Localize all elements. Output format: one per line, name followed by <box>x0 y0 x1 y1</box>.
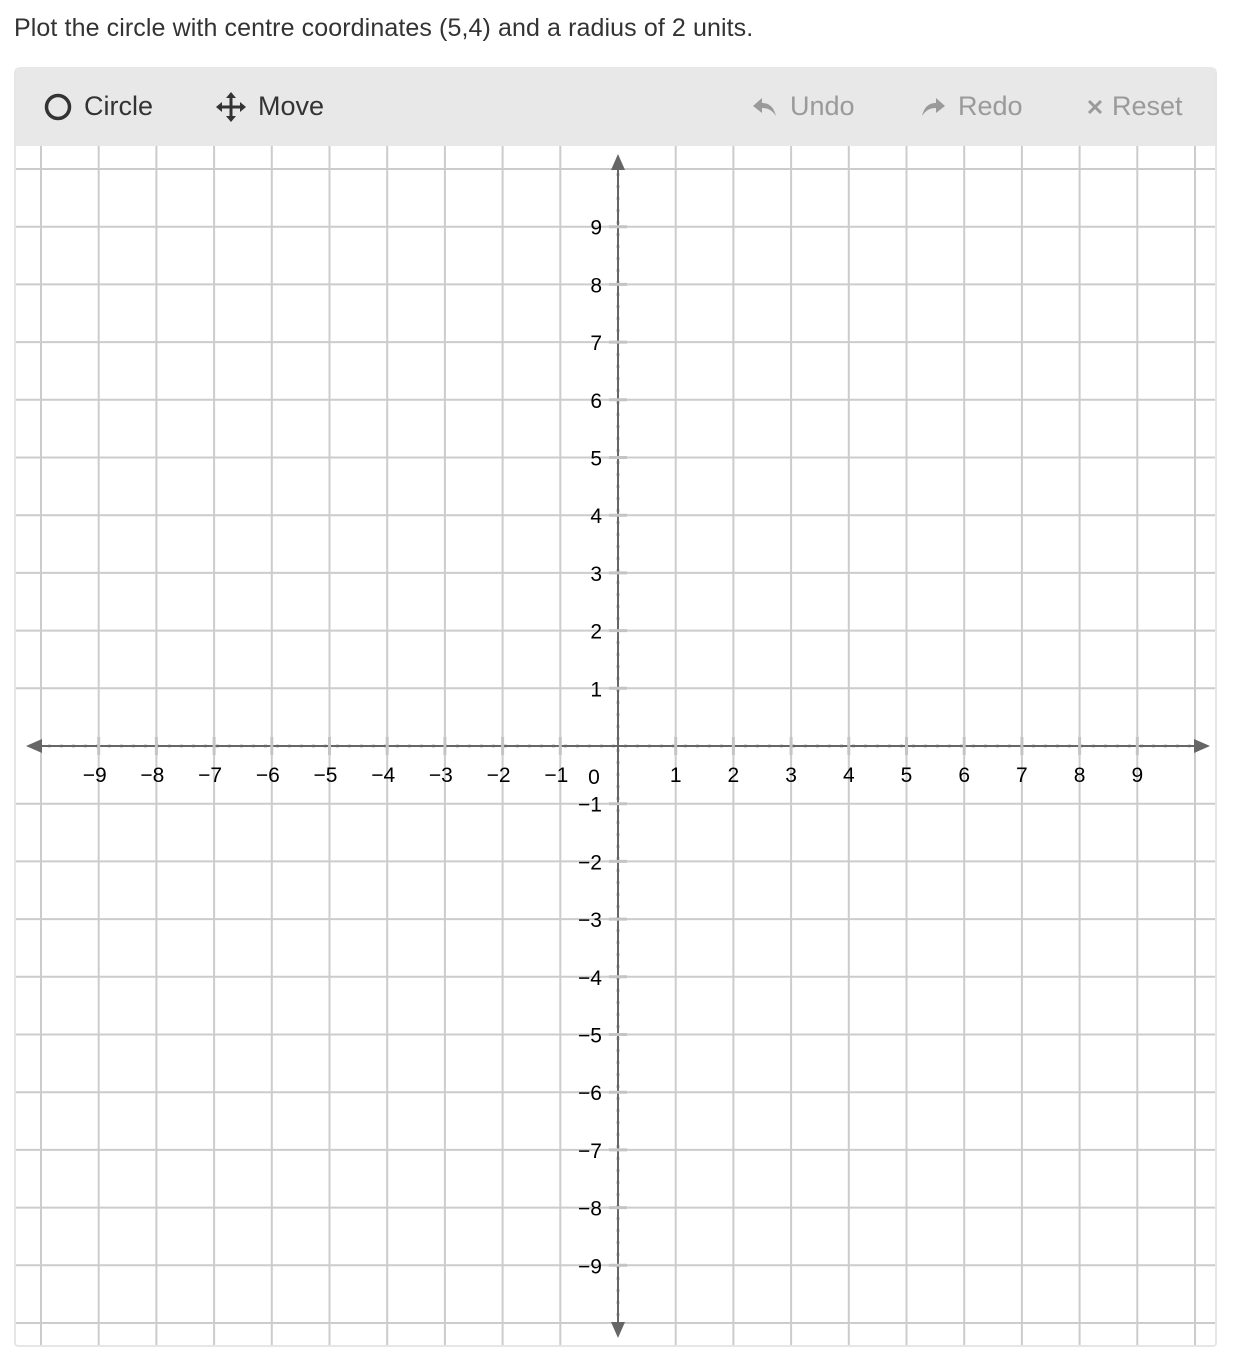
reset-button[interactable] <box>1086 67 1183 146</box>
origin-label: 0 <box>588 766 600 789</box>
y-tick-label: −7 <box>578 1139 602 1163</box>
reset-label: Reset <box>1112 91 1183 121</box>
x-tick-label: 3 <box>785 764 797 787</box>
y-tick-label: −5 <box>578 1024 602 1048</box>
x-tick-label: −6 <box>255 764 280 787</box>
x-tick-label: −5 <box>313 764 338 787</box>
x-tick-label: 4 <box>842 764 855 787</box>
redo-arrow-icon <box>920 96 946 118</box>
y-tick-label: −9 <box>578 1255 602 1279</box>
y-tick-label: 1 <box>590 678 602 702</box>
y-tick-label: −4 <box>578 966 602 990</box>
undo-label: Undo <box>790 91 855 121</box>
y-tick-label: 2 <box>590 620 602 644</box>
circle-tool-button[interactable] <box>44 67 153 146</box>
x-tick-label: 1 <box>669 764 682 787</box>
circle-tool-label: Circle <box>84 91 154 121</box>
move-tool-label: Move <box>258 91 325 121</box>
graphing-widget <box>14 67 1217 1347</box>
undo-arrow-icon <box>752 96 778 118</box>
x-tick-label: −8 <box>140 764 165 787</box>
move-tool-button[interactable] <box>216 67 324 146</box>
y-tick-label: 8 <box>590 274 602 298</box>
x-tick-label: −9 <box>82 764 107 787</box>
x-tick-label: 9 <box>1131 764 1144 787</box>
y-tick-label: 3 <box>590 562 602 586</box>
undo-button[interactable] <box>752 67 855 146</box>
x-tick-label: 6 <box>958 764 971 787</box>
x-tick-label: 8 <box>1073 764 1086 787</box>
move-arrows-icon <box>216 92 246 122</box>
x-axis-right-arrow-icon <box>1194 739 1210 753</box>
y-tick-label: 9 <box>590 216 602 240</box>
y-axis-up-arrow-icon <box>611 154 625 170</box>
x-tick-label: −2 <box>486 764 511 787</box>
y-tick-label: −8 <box>578 1197 602 1221</box>
y-tick-label: 7 <box>590 332 602 356</box>
question-prompt: Plot the circle with centre coordinates (5,4) and a radius of 2 units. <box>14 14 754 42</box>
x-tick-label: 2 <box>727 764 740 787</box>
y-axis-down-arrow-icon <box>611 1322 625 1338</box>
y-tick-label: 4 <box>590 505 602 529</box>
y-tick-label: −2 <box>578 851 602 875</box>
x-tick-label: −4 <box>371 764 396 787</box>
x-tick-label: −1 <box>544 764 569 787</box>
toolbar <box>16 67 1215 146</box>
x-tick-label: −7 <box>198 764 223 787</box>
y-tick-label: −6 <box>578 1082 602 1106</box>
y-tick-label: −1 <box>578 793 602 817</box>
redo-button[interactable] <box>920 67 1023 146</box>
circle-tool-icon <box>44 93 72 121</box>
x-tick-label: 5 <box>900 764 913 787</box>
x-tick-label: −3 <box>428 764 453 787</box>
close-x-icon <box>1086 98 1104 116</box>
y-tick-label: 5 <box>590 447 602 471</box>
x-axis-left-arrow-icon <box>26 739 42 753</box>
y-tick-label: 6 <box>590 389 602 413</box>
coordinate-plane[interactable] <box>16 146 1217 1347</box>
y-tick-label: −3 <box>578 909 602 933</box>
redo-label: Redo <box>958 91 1023 121</box>
x-tick-label: 7 <box>1016 764 1028 787</box>
